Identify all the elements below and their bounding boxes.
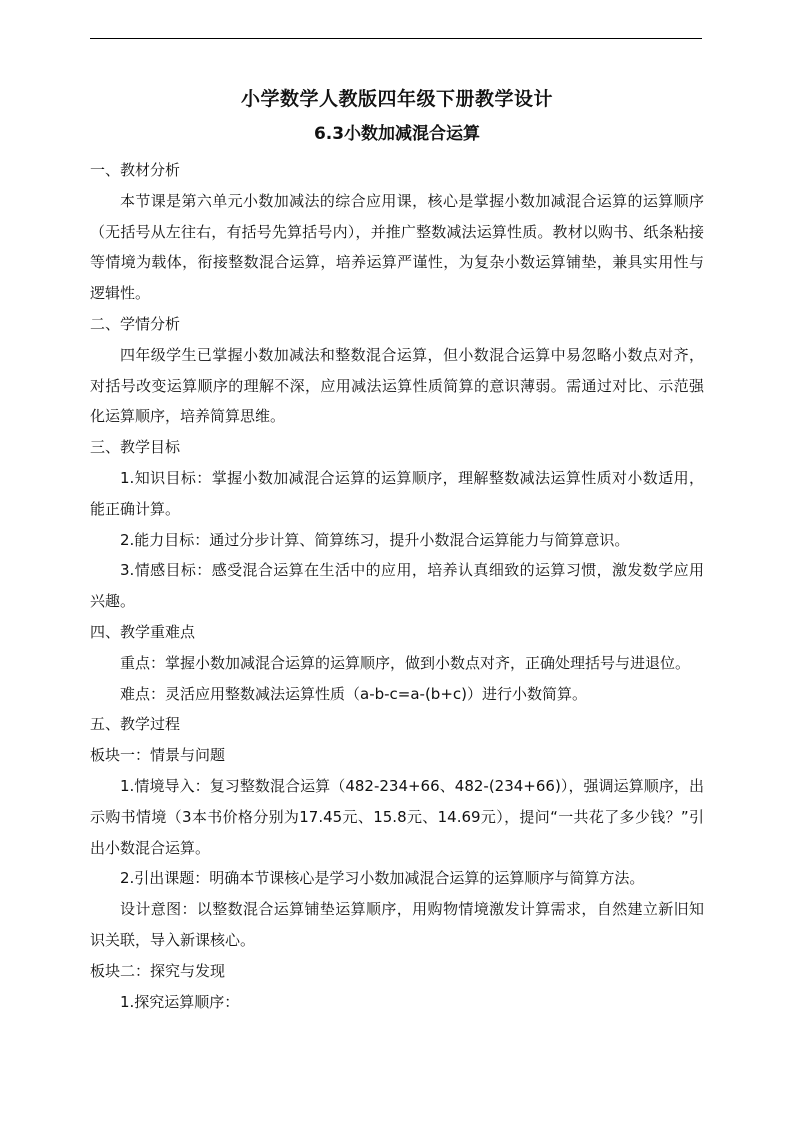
- lesson-title: 6.3小数加减混合运算: [313, 124, 481, 144]
- body-paragraph: 重点：掌握小数加减混合运算的运算顺序，做到小数点对齐，正确处理括号与进退位。: [120, 653, 691, 672]
- section-heading: 五、教学过程: [90, 715, 181, 734]
- header-rule: [90, 38, 702, 39]
- body-paragraph: 设计意图：以整数混合运算铺垫运算顺序，用购物情境激发计算需求，自然建立新旧知识关联，导入新课核心。: [90, 900, 704, 949]
- body-paragraph: 3.情感目标：感受混合运算在生活中的应用，培养认真细致的运算习惯，激发数学应用兴趣。: [90, 561, 704, 611]
- document-title: 小学数学人教版四年级下册教学设计: [240, 88, 553, 110]
- section-heading: 板块二：探究与发现: [90, 961, 226, 980]
- document-page: [90, 83, 704, 1017]
- body-paragraph: 四年级学生已掌握小数加减法和整数混合运算，但小数混合运算中易忽略小数点对齐，对括号改变运算顺序的理解不深，应用减法运算性质简算的意识薄弱。需通过对比、示范强化运算顺序，培养简算思维。: [90, 345, 704, 426]
- section-heading: 板块一：情景与问题: [90, 746, 226, 765]
- document-body: [90, 155, 704, 1017]
- body-paragraph: 本节课是第六单元小数加减法的综合应用课，核心是掌握小数加减混合运算的运算顺序（无括号从左往右，有括号先算括号内），并推广整数减法运算性质。教材以购书、纸条粘接等情境为载体，衔接整数混合运算，培养运算严谨性，为复杂小数运算铺垫，兼具实用性与逻辑性。: [90, 191, 704, 303]
- body-paragraph: 2.能力目标：通过分步计算、简算练习，提升小数混合运算能力与简算意识。: [120, 530, 630, 549]
- body-paragraph: 1.知识目标：掌握小数加减混合运算的运算顺序，理解整数减法运算性质对小数适用，能正确计算。: [90, 468, 704, 518]
- section-heading: 三、教学目标: [90, 438, 181, 457]
- body-paragraph: 1.探究运算顺序：: [120, 992, 240, 1011]
- section-heading: 四、教学重难点: [90, 622, 196, 641]
- section-heading: 二、学情分析: [90, 314, 181, 333]
- body-paragraph: 难点：灵活应用整数减法运算性质（a-b-c=a-(b+c)）进行小数简算。: [120, 684, 588, 703]
- section-heading: 一、教材分析: [90, 161, 181, 179]
- body-paragraph: 1.情境导入：复习整数混合运算（482-234+66、482-(234+66)），强调运算顺序，出示购书情境（3本书价格分别为17.45元、15.8元、14.69元），提问“一共花了多少钱？”引出小数混合运算。: [90, 776, 704, 857]
- body-paragraph: 2.引出课题：明确本节课核心是学习小数加减混合运算的运算顺序与简算方法。: [120, 869, 645, 888]
